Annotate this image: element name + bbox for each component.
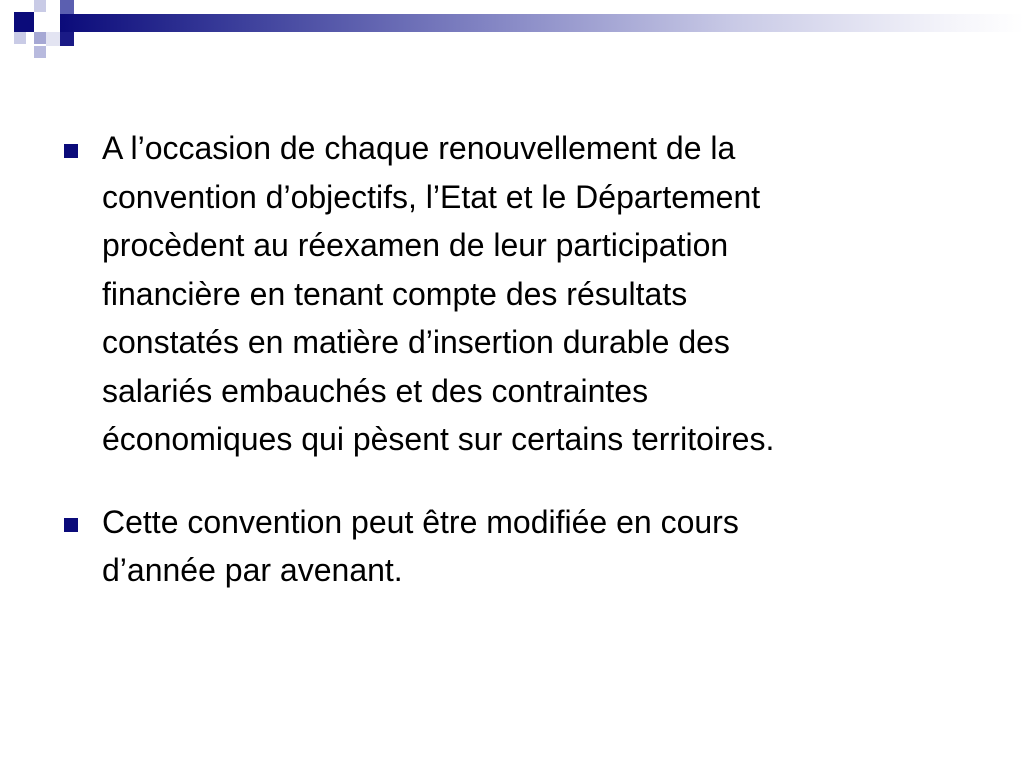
bullet-text-line: convention d’objectifs, l’Etat et le Département <box>102 178 761 215</box>
bullet-text-line: A l’occasion de chaque renouvellement de la <box>102 130 736 166</box>
bullet-text-line: d’année par avenant. <box>102 552 403 588</box>
bullet-item <box>62 498 962 595</box>
decor-square-icon <box>34 46 46 58</box>
square-bullet-icon <box>64 144 78 158</box>
decor-square-icon <box>14 12 34 32</box>
decor-square-icon <box>60 0 74 14</box>
decor-square-icon <box>14 32 26 44</box>
gradient-band <box>60 14 1024 32</box>
bullet-list <box>62 124 962 629</box>
bullet-text-line: financière en tenant compte des résultats <box>102 275 688 312</box>
decor-square-icon <box>60 32 74 46</box>
bullet-text-line: procèdent au réexamen de leur participation <box>102 227 729 263</box>
bullet-text-line: économiques qui pèsent sur certains territoires. <box>102 421 775 457</box>
bullet-item <box>62 124 962 464</box>
bullet-text-line: salariés embauchés et des contraintes <box>102 372 649 409</box>
bullet-text-line: Cette convention peut être modifiée en cours <box>102 503 739 540</box>
header-decoration <box>0 0 1024 70</box>
decor-square-icon <box>46 32 60 46</box>
square-bullet-icon <box>64 518 78 532</box>
decor-square-icon <box>34 32 46 44</box>
bullet-text-line: constatés en matière d’insertion durable des <box>102 324 730 360</box>
decor-square-icon <box>34 0 46 12</box>
